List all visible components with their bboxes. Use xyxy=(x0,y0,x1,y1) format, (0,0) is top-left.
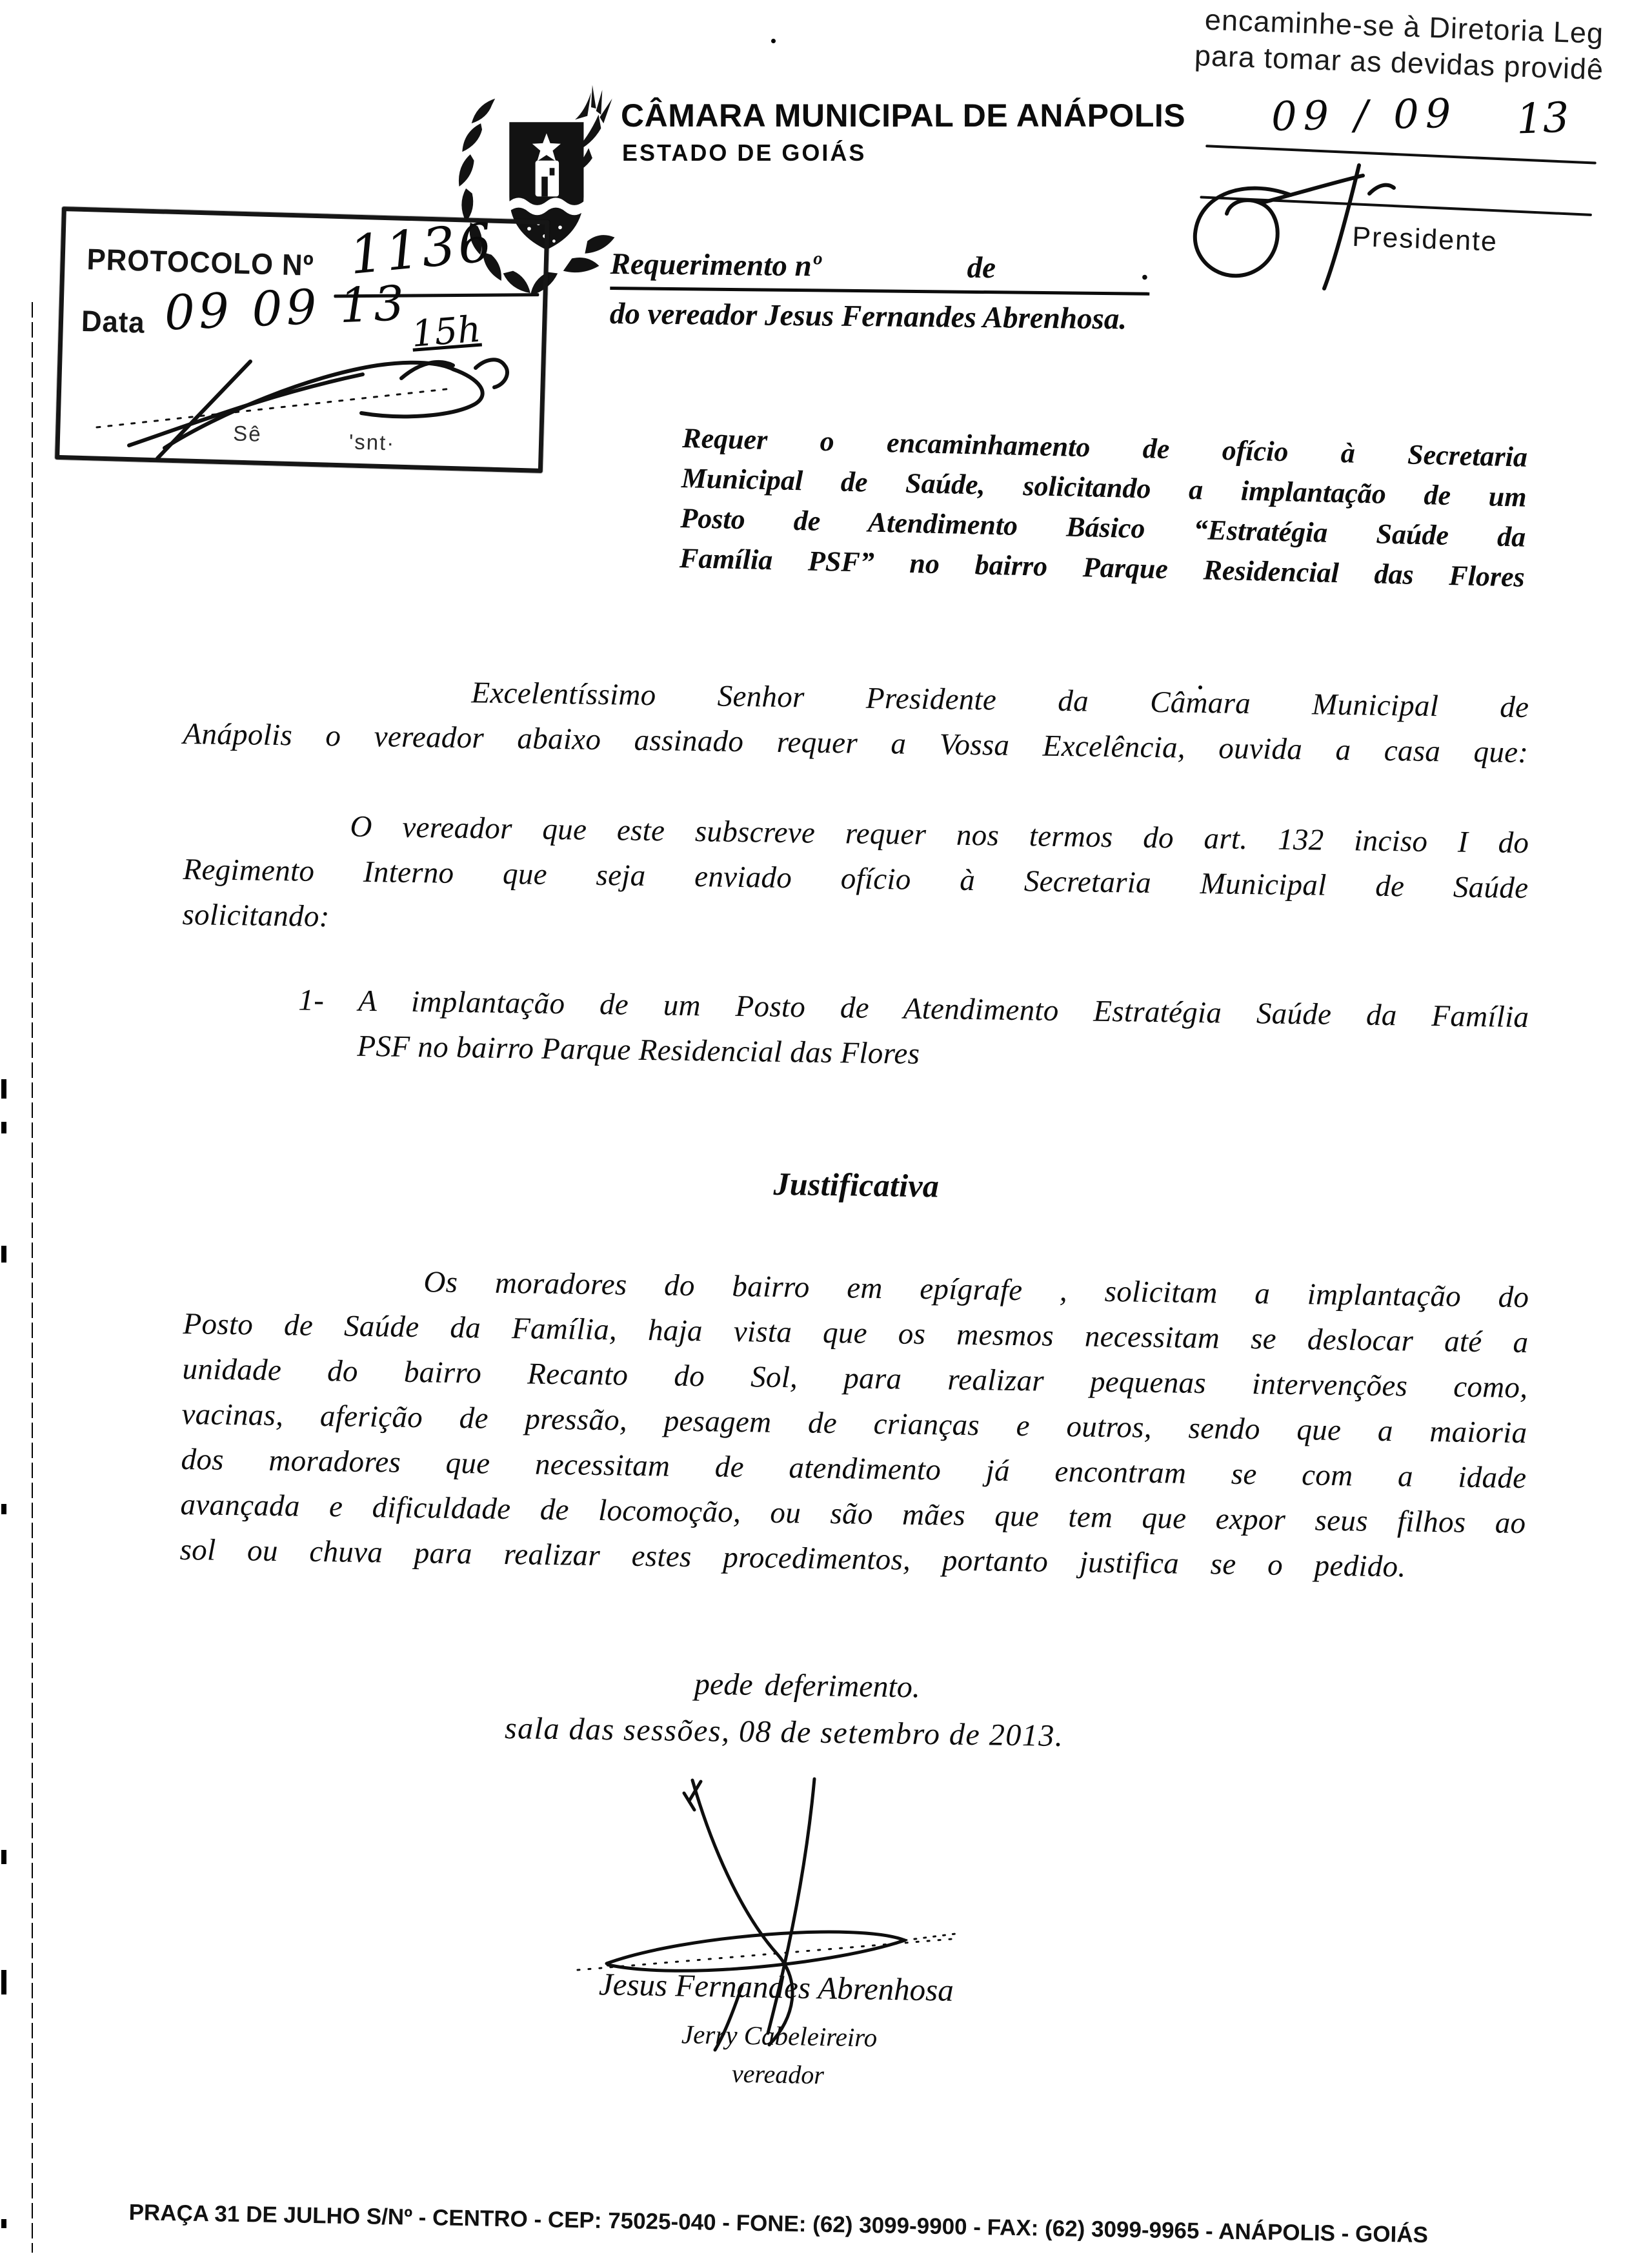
scan-edge-mark xyxy=(1,1504,6,1514)
scan-edge-mark xyxy=(1,1079,6,1099)
item-paragraph xyxy=(183,976,1529,1085)
protocol-time-value: 15h xyxy=(410,308,483,356)
closing-date-line: sala das sessões, 08 de setembro de 2013. xyxy=(504,1710,1064,1754)
protocol-date-value: 09 09 13 xyxy=(163,275,409,341)
body-line: Anápolis o vereador abaixo assinado requer a Vossa Excelência, ouvida a casa que: xyxy=(183,716,1529,770)
request-number-prefix: Requerimento nº xyxy=(610,247,821,283)
org-state: ESTADO DE GOIÁS xyxy=(622,139,867,166)
request-number-line xyxy=(610,247,1150,296)
request-number-period: . xyxy=(1142,252,1150,287)
body-line: sol ou chuva para realizar estes procedimentos, portanto justifica se o pedido. xyxy=(179,1532,1406,1584)
summary-line: Posto de Atendimento Básico “Estratégia Saúde da xyxy=(680,502,1526,553)
scan-edge-mark xyxy=(1,1970,6,1994)
signer-role: vereador xyxy=(731,2058,825,2090)
president-label: Presidente xyxy=(1351,221,1498,258)
summary-line: Requer o encaminhamento de ofício à Secretaria xyxy=(681,421,1528,473)
body-line: O vereador que este subscreve requer nos termos do art. 132 inciso I do xyxy=(350,809,1529,860)
handwritten-year: 13 xyxy=(1515,94,1570,144)
summary-line: Família PSF” no bairro Parque Residencial das Flores xyxy=(679,542,1526,593)
routing-stamp-line2: para tomar as devidas providê xyxy=(1194,39,1604,86)
protocol-number-label: PROTOCOLO Nº xyxy=(86,242,315,282)
signer-name: Jesus Fernandes Abrenhosa xyxy=(598,1966,954,2008)
body-line: unidade do bairro Recanto do Sol, para realizar pequenas intervenções como, xyxy=(182,1352,1528,1405)
scan-fold-line xyxy=(32,302,33,2253)
stamp-fragment: Sê xyxy=(232,421,263,446)
scan-edge-mark xyxy=(1,1850,6,1864)
body-line: Posto de Saúde da Família, haja vista que os mesmos necessitam se deslocar até a xyxy=(183,1306,1529,1360)
footer-address: PRAÇA 31 DE JULHO S/Nº - CENTRO - CEP: 75025-040 - FONE: (62) 3099-9900 - FAX: (62) 3099-9965 - ANÁPOLIS - GOIÁS xyxy=(128,2200,1429,2248)
scan-edge-mark xyxy=(1,1122,6,1133)
vereador-signature xyxy=(578,1779,955,2050)
justification-paragraph xyxy=(179,1256,1529,1591)
closing-plea: pede deferimento. xyxy=(694,1667,921,1705)
request-paragraph xyxy=(182,802,1529,956)
org-name: CÂMARA MUNICIPAL DE ANÁPOLIS xyxy=(621,97,1186,134)
body-line: Os moradores do bairro em epígrafe , solicitam a implantação do xyxy=(423,1265,1529,1315)
request-title-block xyxy=(610,247,1150,337)
salutation-paragraph xyxy=(183,666,1529,775)
scan-edge-mark xyxy=(1,2219,6,2228)
justification-heading: Justificativa xyxy=(773,1165,940,1204)
request-number-de: de xyxy=(967,250,996,285)
protocol-date-label: Data xyxy=(81,303,146,340)
signer-nickname: Jerry Cabeleireiro xyxy=(681,2019,878,2053)
protocol-stamp xyxy=(55,207,550,473)
body-line: PSF no bairro Parque Residencial das Flores xyxy=(357,1029,920,1071)
body-line: dos moradores que necessitam de atendimento já encontram se com a idade xyxy=(181,1442,1527,1496)
handwritten-date: 09 / 09 xyxy=(1271,89,1458,140)
date-rule xyxy=(1205,145,1597,164)
body-line: Regimento Interno que seja enviado ofício à Secretaria Municipal de Saúde xyxy=(183,852,1529,906)
body-line: 1- A implantação de um Posto de Atendimento Estratégia Saúde da Família xyxy=(298,983,1529,1035)
protocol-number-value: 1136 xyxy=(347,212,498,287)
scan-edge-mark xyxy=(1,1246,6,1263)
request-author-line: do vereador Jesus Fernandes Abrenhosa. xyxy=(609,296,1127,336)
scan-speck xyxy=(771,39,776,43)
stamp-fragment: 'snt· xyxy=(348,429,396,455)
summary-line: Municipal de Saúde, solicitando a implantação de um xyxy=(681,462,1527,513)
routing-stamp-line1: encaminhe-se à Diretoria Leg xyxy=(1204,3,1604,50)
signature-rule xyxy=(1200,196,1592,216)
request-summary xyxy=(679,418,1527,598)
body-line: avançada e dificuldade de locomoção, ou são mães que tem que expor seus filhos ao xyxy=(180,1487,1526,1541)
routing-annotation xyxy=(1193,3,1652,258)
body-line: vacinas, aferição de pressão, pesagem de crianças e outros, sendo que a maioria xyxy=(181,1397,1527,1450)
body-line: Excelentíssimo Senhor Presidente da Câmara Municipal de xyxy=(471,676,1529,725)
body-line: solicitando: xyxy=(182,897,330,934)
